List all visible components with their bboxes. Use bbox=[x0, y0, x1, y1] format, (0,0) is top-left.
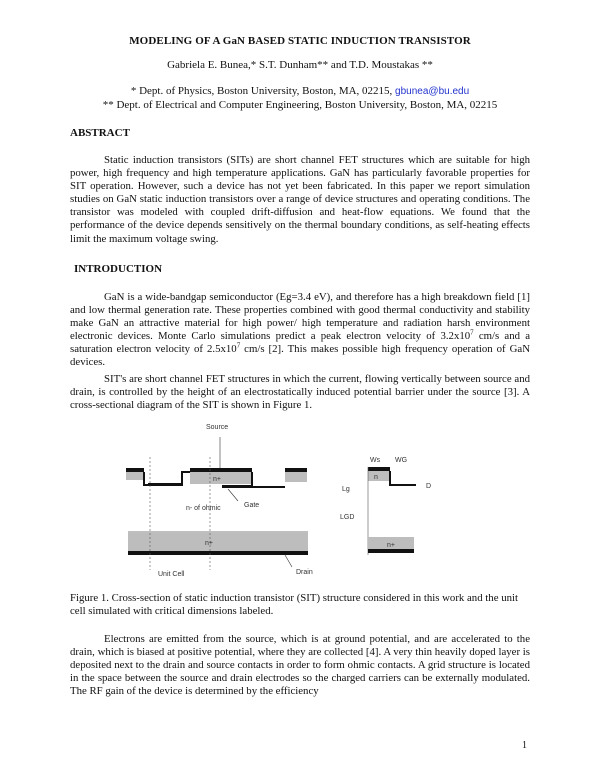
left-nplus-region bbox=[126, 472, 144, 480]
exponent-2: 7 bbox=[236, 341, 241, 350]
label-unit-cell: Unit Cell bbox=[158, 571, 185, 578]
unit-cell-source-contact bbox=[368, 467, 390, 471]
label-nplus-top: n+ bbox=[213, 476, 221, 483]
body-paragraph-3: Electrons are emitted from the source, which is at ground potential, and are accelerated to the drain, which is biased at positive potential, where they are collected [4]. A very thin heavily doped layer is deposited next to the drain and source contacts in order to form ohmic contacts. A grid structure is located in the space between the source and drain electrodes so the charged carriers can be externally modulated. The RF gain of the device is determined by the efficiency bbox=[70, 633, 530, 698]
abstract-heading: ABSTRACT bbox=[70, 127, 130, 139]
left-contact bbox=[126, 468, 144, 472]
figure-caption: Figure 1. Cross-section of static induction transistor (SIT) structure considered in this work and the unit cell simulated with critical dimensions labeled. bbox=[70, 592, 518, 617]
intro-paragraph-2: SIT's are short channel FET structures in which the current, flowing vertically between source and drain, is controlled by the height of an electrostatically induced potential barrier under the source [3]. A cross-sectional diagram of the SIT is shown in Figure 1. bbox=[70, 373, 530, 412]
gate-leader-line bbox=[228, 489, 238, 501]
label-drain: Drain bbox=[296, 569, 313, 576]
sit-unit-cell-right bbox=[340, 457, 431, 555]
label-ws: Ws bbox=[370, 457, 381, 464]
source-nplus-region bbox=[190, 472, 252, 484]
unit-cell-drain-contact bbox=[368, 549, 414, 553]
unit-cell-n-region bbox=[368, 471, 390, 481]
sit-cross-section-figure bbox=[110, 415, 470, 580]
intro-p1-mid: cm/s and a saturation electron velocity of 2.5x10 bbox=[70, 330, 531, 356]
drain-contact bbox=[128, 551, 308, 555]
label-wg: WG bbox=[395, 457, 408, 464]
right-contact bbox=[285, 468, 307, 472]
label-source: Source bbox=[206, 424, 229, 431]
author-list: Gabriela E. Bunea,* S.T. Dunham** and T.D. Moustakas ** bbox=[167, 59, 433, 71]
label-n-ohmic: n- of ohmic bbox=[186, 505, 221, 512]
gate-electrode bbox=[222, 485, 252, 488]
label-n-right: n bbox=[374, 474, 378, 481]
label-nplus-bottom: n+ bbox=[205, 540, 213, 547]
source-contact bbox=[190, 468, 252, 472]
unit-cell-gate-outline bbox=[390, 471, 416, 485]
introduction-heading: INTRODUCTION bbox=[74, 263, 163, 275]
label-lgd: LGD bbox=[340, 514, 355, 521]
author-email-link[interactable]: gbunea@bu.edu bbox=[395, 86, 470, 97]
drain-nplus-layer bbox=[128, 533, 308, 551]
affiliation-physics-text: * Dept. of Physics, Boston University, Boston, MA, 02215, bbox=[130, 85, 396, 97]
intro-p1-start: GaN is a wide-bandgap semiconductor (Eg=3.4 eV), and therefore has a high breakdown field [1] and low thermal generation rate. These properties combined with good thermal conductivity and stability make GaN an attractive material for high power/ high temperature and radiation harsh environment electronic devices. Monte Carlo simulations predict a peak electron velocity of 3.2x10 bbox=[70, 291, 530, 343]
label-lg: Lg bbox=[342, 486, 350, 493]
sit-structure-left bbox=[126, 424, 313, 578]
label-gate: Gate bbox=[244, 502, 260, 509]
drain-leader-line bbox=[285, 555, 292, 567]
right-trench-outline bbox=[252, 472, 285, 487]
label-d: D bbox=[426, 483, 432, 490]
page-number: 1 bbox=[522, 740, 527, 751]
right-nplus-region bbox=[285, 472, 307, 482]
affiliation-physics bbox=[0, 85, 600, 97]
abstract-paragraph: Static induction transistors (SITs) are short channel FET structures which are suitable for high power, high frequency and high temperature applications. GaN has particularly favorable properties for SIT operation. However, such a device has not yet been fabricated. In this paper we report simulation studies on GaN static induction transistors over a range of device structures and operating conditions. The transistor was modeled with coupled drift-diffusion and heat-flow equations. We found that the performance of the device depends sensitively on the thermal boundary conditions, as self-heating effects limit the maximum voltage swing. bbox=[70, 154, 530, 245]
intro-paragraph-1 bbox=[70, 291, 530, 370]
exponent-1: 7 bbox=[470, 328, 474, 337]
gate-left-electrode bbox=[148, 483, 182, 486]
intro-p1-end: cm/s [2]. This makes possible high frequency operation of GaN devices. bbox=[70, 343, 531, 369]
label-nplus-right: n+ bbox=[387, 542, 395, 549]
paper-title: MODELING OF A GaN BASED STATIC INDUCTION TRANSISTOR bbox=[129, 35, 471, 47]
affiliation-ece: ** Dept. of Electrical and Computer Engineering, Boston University, Boston, MA, 02215 bbox=[102, 99, 498, 111]
